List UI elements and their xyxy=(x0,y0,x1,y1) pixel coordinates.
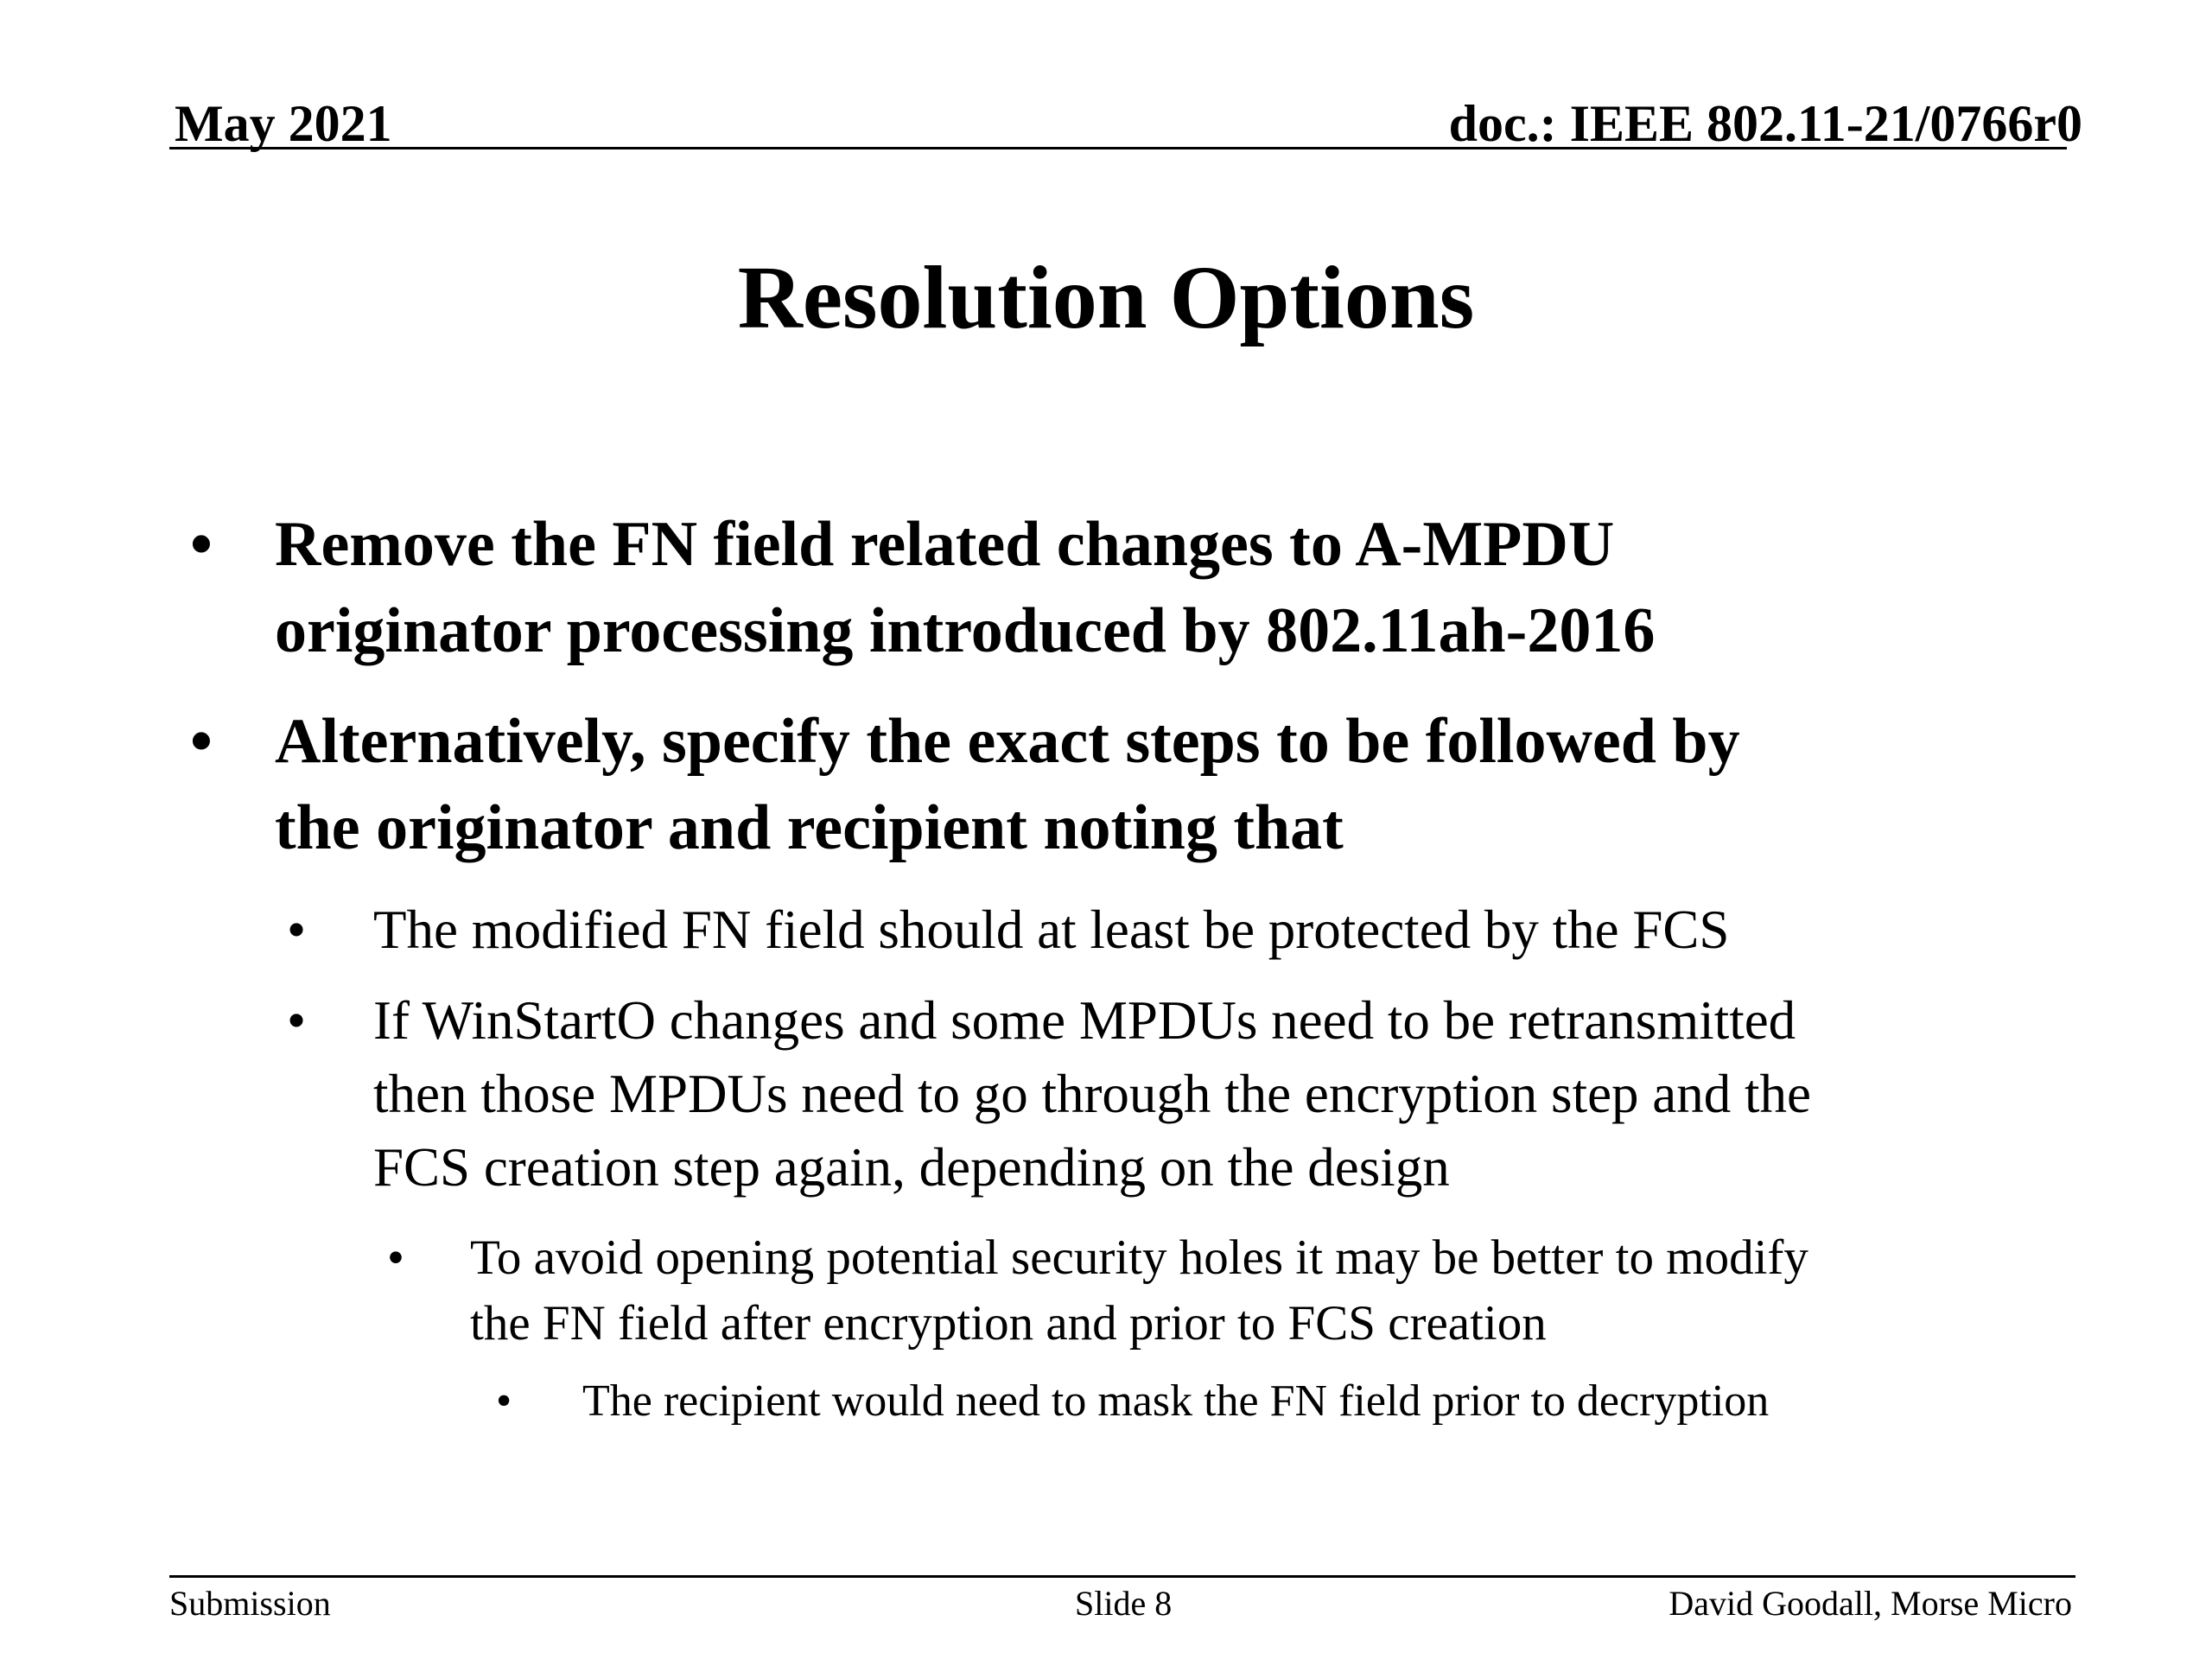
bullet-line: FCS creation step again, depending on the design xyxy=(373,1137,1450,1198)
slide-title: Resolution Options xyxy=(737,248,1475,347)
sub-bullet-fn-protected-by-fcs xyxy=(287,893,1730,967)
sub-sub-bullet-avoid-security-holes xyxy=(387,1225,1808,1357)
bullet-line: If WinStartO changes and some MPDUs need to be retransmitted xyxy=(373,990,1796,1051)
bullet-remove-fn-changes xyxy=(190,501,1656,674)
bullet-line: Remove the FN field related changes to A-MPDU xyxy=(275,509,1615,580)
footer-slide-number: Slide 8 xyxy=(1075,1584,1173,1623)
bullet-line: The modified FN field should at least be protected by the FCS xyxy=(373,899,1730,960)
footer-author: David Goodall, Morse Micro xyxy=(1669,1584,2072,1623)
bullet-line: The recipient would need to mask the FN field prior to decryption xyxy=(582,1376,1770,1426)
bullet-dot: • xyxy=(190,706,213,777)
bullet-line: the originator and recipient noting that xyxy=(275,792,1344,863)
header-doc-id: doc.: IEEE 802.11-21/0766r0 xyxy=(1448,95,2082,152)
bullet-dot: • xyxy=(190,509,213,580)
bullet-dot: • xyxy=(496,1376,512,1426)
header-divider xyxy=(169,147,2067,149)
bullet-line: originator processing introduced by 802.11ah-2016 xyxy=(275,595,1656,666)
bullet-dot: • xyxy=(287,899,307,960)
bullet-line: Alternatively, specify the exact steps to be followed by xyxy=(275,706,1740,777)
bullet-line: To avoid opening potential security holes it may be better to modify xyxy=(470,1230,1808,1285)
bullet-line: the FN field after encryption and prior to FCS creation xyxy=(470,1296,1547,1351)
footer-submission: Submission xyxy=(169,1584,331,1623)
bullet-dot: • xyxy=(387,1230,404,1285)
header-date: May 2021 xyxy=(175,95,392,152)
bullet-dot: • xyxy=(287,990,307,1051)
bullet-alternatively-specify-steps xyxy=(190,698,1740,871)
sub-sub-sub-bullet-recipient-mask xyxy=(496,1371,1770,1432)
bullet-line: then those MPDUs need to go through the encryption step and the xyxy=(373,1064,1811,1124)
footer-divider xyxy=(169,1575,2075,1578)
sub-bullet-winstarto-changes xyxy=(287,984,1811,1205)
